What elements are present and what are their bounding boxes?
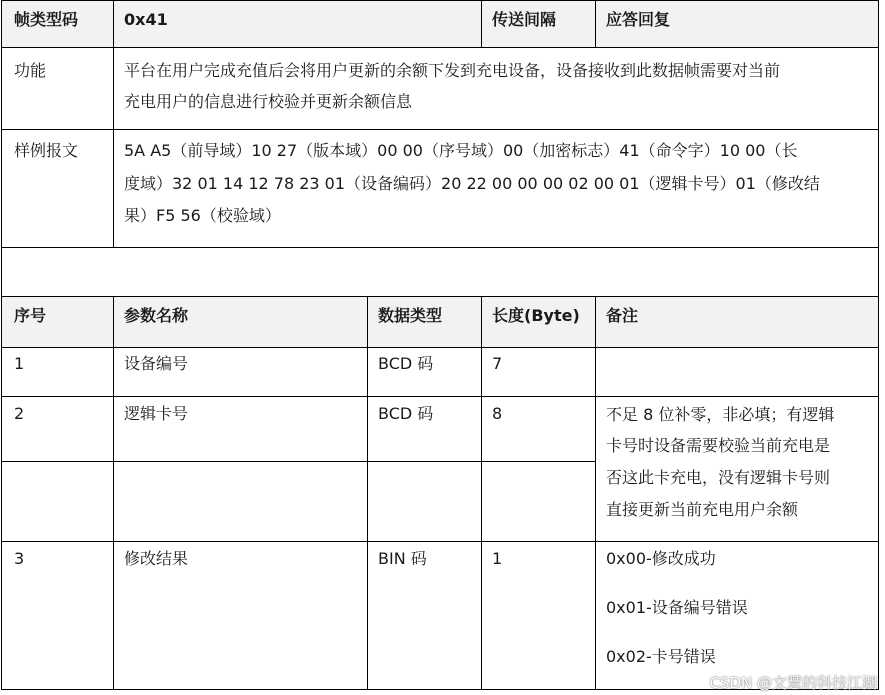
frame-type-label: 帧类型码: [14, 10, 79, 29]
grid-line: [1, 461, 596, 462]
column-header-name: 参数名称: [124, 306, 189, 325]
table-cell: 修改结果: [124, 549, 189, 568]
transfer-interval-value: 应答回复: [606, 10, 671, 29]
table-cell: 1: [14, 354, 25, 373]
column-header-length: 长度(Byte): [492, 306, 580, 325]
transfer-interval-label: 传送间隔: [492, 10, 557, 29]
grid-line: [595, 0, 596, 48]
note-line: 否这此卡充电，没有逻辑卡号则: [606, 468, 831, 487]
grid-line: [1, 247, 879, 248]
grid-line: [113, 296, 114, 690]
note-line: 卡号时设备需要校验当前充电是: [606, 436, 831, 455]
note-line: 0x02-卡号错误: [606, 647, 716, 666]
table-cell: 1: [492, 549, 503, 568]
grid-line: [1, 296, 879, 297]
table-cell: 8: [492, 404, 503, 423]
grid-line: [595, 296, 596, 690]
sample-text-line: 5A A5（前导域）10 27（版本域）00 00（序号域）00（加密标志）41（命令字）10 00（长: [124, 141, 798, 160]
function-text-line: 充电用户的信息进行校验并更新余额信息: [124, 92, 413, 111]
table-cell: BIN 码: [378, 549, 427, 568]
grid-line: [878, 0, 879, 690]
note-line: 0x01-设备编号错误: [606, 598, 748, 617]
sample-label: 样例报文: [14, 141, 79, 160]
table-cell: 逻辑卡号: [124, 404, 189, 423]
column-header-note: 备注: [606, 306, 639, 325]
table-cell: BCD 码: [378, 354, 434, 373]
grid-line: [113, 0, 114, 248]
watermark: CSDN @文慧的科技江湖: [709, 674, 877, 692]
function-text-line: 平台在用户完成充值后会将用户更新的余额下发到充电设备，设备接收到此数据帧需要对当前: [124, 61, 781, 80]
function-label: 功能: [14, 61, 47, 80]
grid-line: [1, 0, 879, 1]
table-cell: 3: [14, 549, 25, 568]
grid-line: [481, 296, 482, 690]
grid-line: [1, 47, 879, 48]
grid-line: [367, 296, 368, 690]
note-line: 0x00-修改成功: [606, 549, 716, 568]
sample-text-line: 度域）32 01 14 12 78 23 01（设备编码）20 22 00 00 00 02 00 01（逻辑卡号）01（修改结: [124, 174, 820, 193]
column-header-type: 数据类型: [378, 306, 443, 325]
grid-line: [1, 129, 879, 130]
grid-line: [1, 0, 2, 690]
grid-line: [1, 541, 879, 542]
frame-type-value: 0x41: [124, 10, 168, 29]
grid-line: [1, 396, 879, 397]
note-line: 直接更新当前充电用户余额: [606, 500, 799, 519]
table-cell: 2: [14, 404, 25, 423]
column-header-no: 序号: [14, 306, 47, 325]
table-cell: 设备编号: [124, 354, 189, 373]
sample-text-line: 果）F5 56（校验域）: [124, 206, 281, 225]
table-cell: BCD 码: [378, 404, 434, 423]
grid-line: [481, 0, 482, 48]
note-line: 不足 8 位补零，非必填；有逻辑: [606, 405, 835, 424]
table-cell: 7: [492, 354, 503, 373]
